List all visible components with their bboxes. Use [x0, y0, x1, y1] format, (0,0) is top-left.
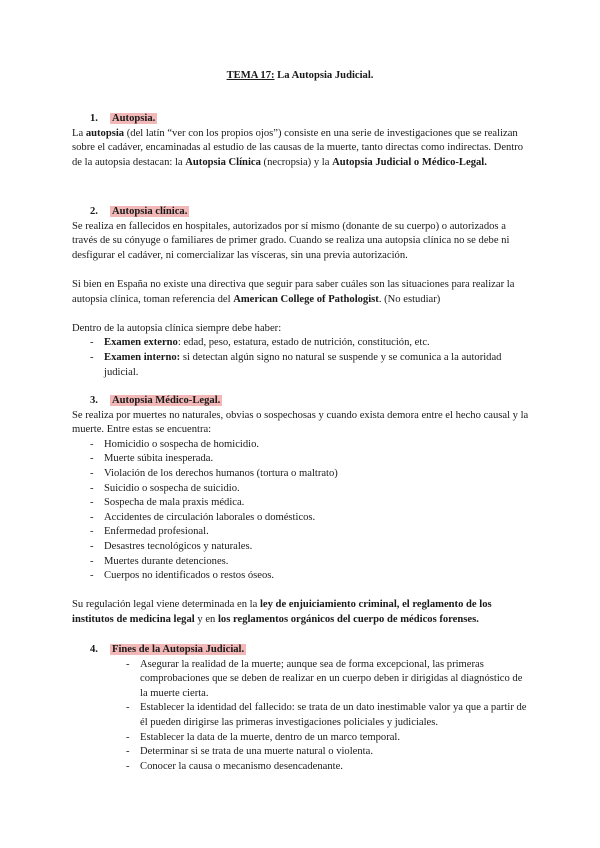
section-heading-text: Fines de la Autopsia Judicial. [112, 644, 245, 655]
paragraph: Se realiza en fallecidos en hospitales, autorizados por sí mismo (donante de su cuerpo) o autorizados a través de su cónyuge o familiares de primer grado. Cuando se realiza una autopsia clínica no se debe ni desfigurar el cadáver, ni comercializar las vísceras, sin una previa autorización. [72, 220, 510, 261]
list-item: - Determinar si se trata de una muerte natural o violenta. [126, 745, 532, 760]
list-item: - Muerte súbita inesperada. [90, 452, 532, 467]
list-item: - Desastres tecnológicos y naturales. [90, 540, 532, 555]
section-autopsia-medico-legal [72, 394, 532, 628]
aims-list [72, 658, 532, 775]
list-item: - Cuerpos no identificados o restos óseos. [90, 569, 532, 584]
cases-list [72, 438, 532, 584]
paragraph: Se realiza por muertes no naturales, obvias o sospechosas y cuando exista demora entre el hecho causal y la muerte. Entre estas se encuentra: [72, 409, 529, 436]
list-item: - Suicidio o sospecha de suicidio. [90, 482, 532, 497]
paragraph: Si bien en España no existe una directiva que seguir para saber cuáles son las situaciones para realizar la autopsia clínica, toman referencia del American College of Pathologist. (No estudiar) [72, 278, 515, 305]
section-number: 4. [90, 644, 98, 655]
list-item: - Enfermedad profesional. [90, 525, 532, 540]
section-number: 2. [90, 206, 98, 217]
section-heading [90, 394, 532, 409]
section-autopsia [72, 112, 532, 170]
title-topic-number: TEMA 17: [226, 70, 275, 81]
list-item: - Conocer la causa o mecanismo desencadenante. [126, 760, 532, 775]
paragraph: Su regulación legal viene determinada en la ley de enjuiciamiento criminal, el reglamento de los institutos de medicina legal y en los reglamentos orgánicos del cuerpo de médicos forenses. [72, 599, 492, 625]
list-item: - Establecer la data de la muerte, dentro de un marco temporal. [126, 731, 532, 746]
list-item: - Muertes durante detenciones. [90, 555, 532, 570]
list-item: - Asegurar la realidad de la muerte; aunque sea de forma excepcional, las primeras comprobaciones que se deben de realizar en un cuerpo deben ir dirigidas al diagnóstico de la muerte cierta. [126, 658, 532, 702]
list-item: - Sospecha de mala praxis médica. [90, 496, 532, 511]
list-item: - Homicidio o sospecha de homicidio. [90, 438, 532, 453]
page-title [0, 69, 600, 84]
section-heading [90, 112, 532, 127]
list-item: - Violación de los derechos humanos (tortura o maltrato) [90, 467, 532, 482]
title-text: La Autopsia Judicial. [274, 70, 374, 81]
list-item: - Establecer la identidad del fallecido: se trata de un dato inestimable valor ya que a partir de él pueden dirigirse las primeras investigaciones policiales y judiciales. [126, 701, 532, 730]
list-item: - Examen externo: edad, peso, estatura, estado de nutrición, constitución, etc. [90, 336, 532, 351]
section-heading-text: Autopsia clínica. [112, 206, 188, 217]
section-fines-autopsia-judicial [72, 643, 532, 774]
section-autopsia-clinica [72, 205, 532, 380]
section-heading-text: Autopsia. [112, 113, 156, 124]
section-heading-text: Autopsia Médico-Legal. [112, 395, 221, 406]
section-number: 1. [90, 113, 98, 124]
list-item: - Accidentes de circulación laborales o domésticos. [90, 511, 532, 526]
paragraph: La autopsia (del latín “ver con los propios ojos”) consiste en una serie de investigaciones que se realizan sobre el cadáver, encaminadas al estudio de las causas de la muerte, tanto directas como indirectas. Dentro de la autopsia destacan: la Autopsia Clínica (necropsia) y la Autopsia Judicial o Médico-Legal. [72, 127, 524, 168]
paragraph: Dentro de la autopsia clínica siempre debe haber: [72, 322, 282, 334]
exam-list [72, 336, 532, 380]
list-item: - Examen interno: si detectan algún signo no natural se suspende y se comunica a la autoridad judicial. [90, 351, 532, 380]
section-number: 3. [90, 395, 98, 406]
section-heading [90, 643, 532, 658]
section-heading [90, 205, 532, 220]
